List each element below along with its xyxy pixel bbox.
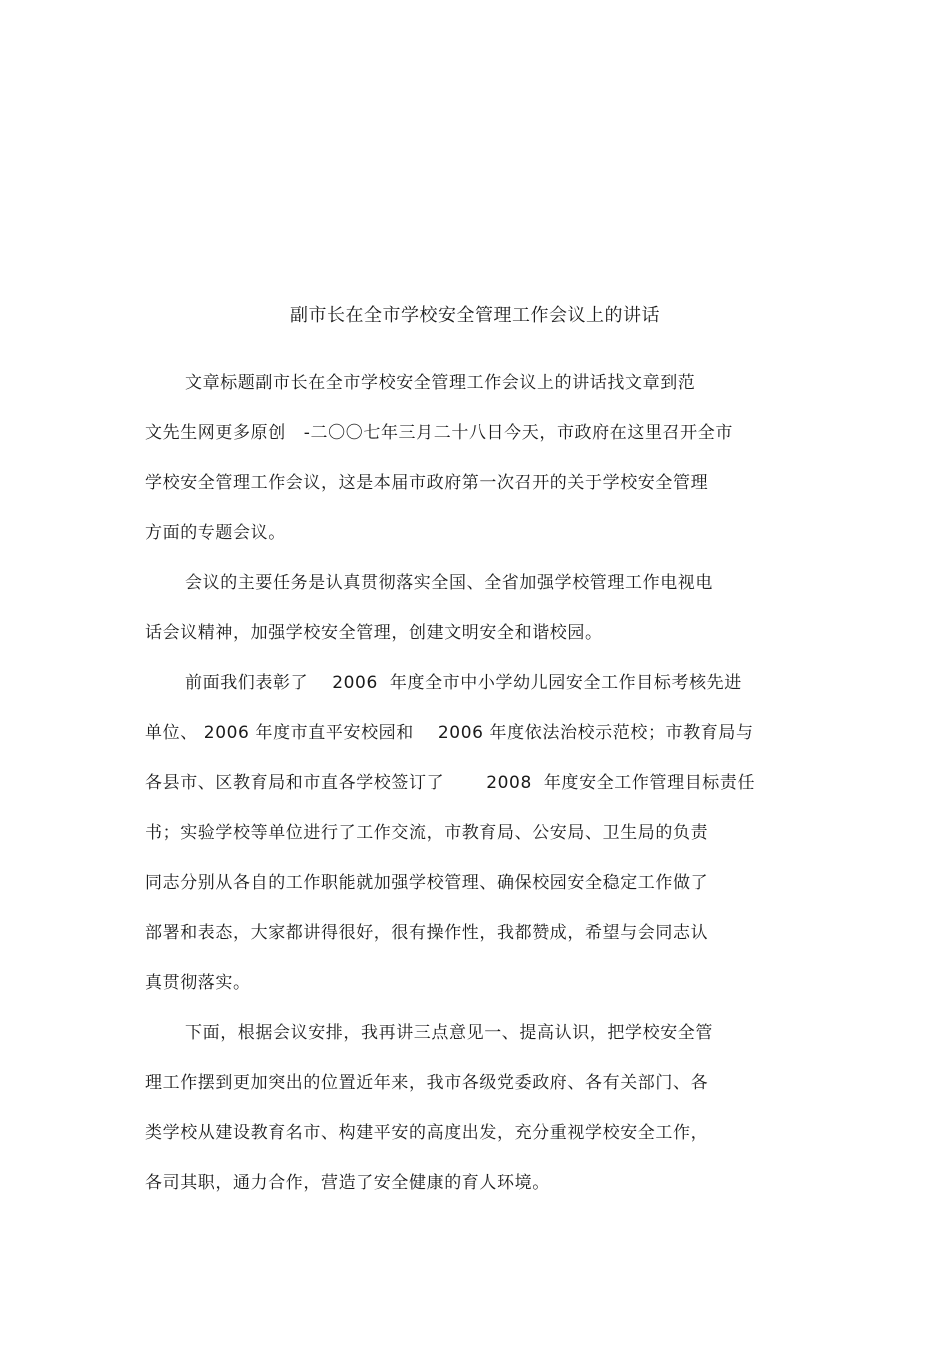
paragraph-1-line-1: 文章标题副市长在全市学校安全管理工作会议上的讲话找文章到范 <box>185 373 696 393</box>
paragraph-2-line-1: 会议的主要任务是认真贯彻落实全国、全省加强学校管理工作电视电 <box>185 573 713 593</box>
paragraph-4-line-2: 理工作摆到更加突出的位置近年来，我市各级党委政府、各有关部门、各 <box>145 1073 709 1093</box>
paragraph-4-line-4: 各司其职，通力合作，营造了安全健康的育人环境。 <box>145 1173 550 1193</box>
paragraph-3-line-1: 前面我们表彰了 2006 年度全市中小学幼儿园安全工作目标考核先进 <box>185 673 742 693</box>
paragraph-3-line-6: 部署和表态，大家都讲得很好，很有操作性，我都赞成，希望与会同志认 <box>145 923 709 943</box>
paragraph-2-line-2: 话会议精神，加强学校安全管理，创建文明安全和谐校园。 <box>145 623 603 643</box>
paragraph-4-line-1: 下面，根据会议安排，我再讲三点意见一、提高认识，把学校安全管 <box>185 1023 713 1043</box>
paragraph-4-line-3: 类学校从建设教育名市、构建平安的高度出发，充分重视学校安全工作， <box>145 1123 709 1143</box>
paragraph-1-line-3: 学校安全管理工作会议，这是本届市政府第一次召开的关于学校安全管理 <box>145 473 709 493</box>
paragraph-3-line-7: 真贯彻落实。 <box>145 973 251 993</box>
paragraph-3-line-4: 书；实验学校等单位进行了工作交流，市教育局、公安局、卫生局的负责 <box>145 823 709 843</box>
paragraph-1-line-4: 方面的专题会议。 <box>145 523 286 543</box>
paragraph-3-line-3: 各县市、区教育局和市直各学校签订了 2008 年度安全工作管理目标责任 <box>145 773 756 793</box>
paragraph-3-line-5: 同志分别从各自的工作职能就加强学校管理、确保校园安全稳定工作做了 <box>145 873 709 893</box>
document-title: 副市长在全市学校安全管理工作会议上的讲话 <box>290 305 660 326</box>
paragraph-3-line-2: 单位、 2006 年度市直平安校园和 2006 年度依法治校示范校；市教育局与 <box>145 723 754 743</box>
paragraph-1-line-2: 文先生网更多原创 -二〇〇七年三月二十八日今天，市政府在这里召开全市 <box>145 423 733 443</box>
